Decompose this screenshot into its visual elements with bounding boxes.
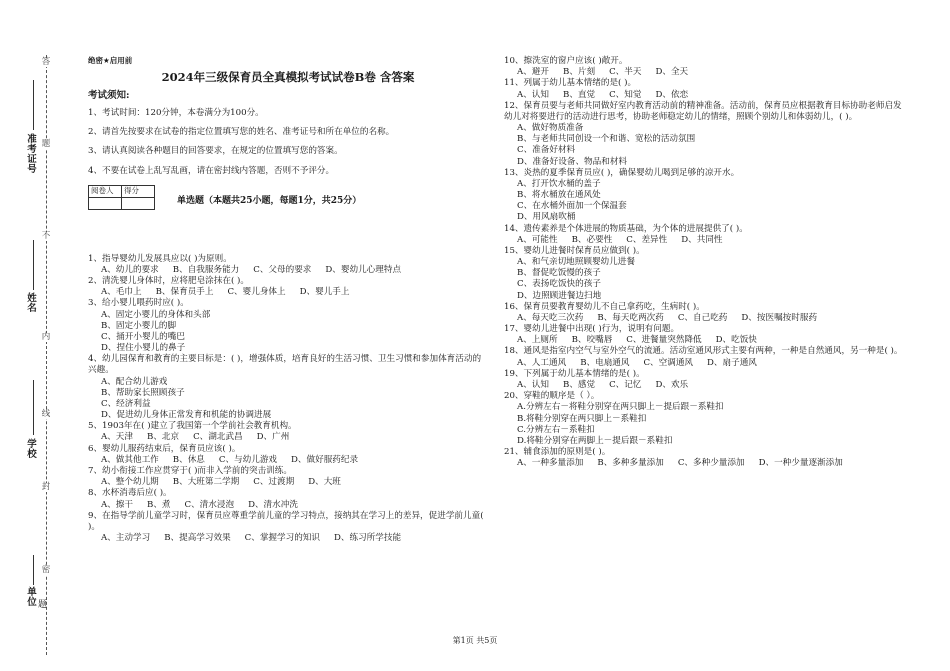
- answer-option[interactable]: A、天津: [101, 432, 133, 443]
- answer-option[interactable]: D、全天: [655, 67, 689, 78]
- question-stem: 13、炎热的夏季保育员应( )，确保婴幼儿喝到足够的凉开水。: [504, 167, 740, 178]
- answer-option[interactable]: C、湖北武昌: [193, 432, 243, 443]
- answer-option[interactable]: B、自我服务能力: [172, 264, 240, 275]
- answer-option[interactable]: A、认知: [517, 89, 549, 100]
- question-stem: 5、1903年在( )建立了我国第一个学前社会教育机构。: [88, 421, 297, 432]
- score-area: [88, 185, 488, 210]
- answer-option[interactable]: C、与幼儿游戏: [218, 454, 278, 465]
- answer-option[interactable]: D、促进幼儿身体正常发育和机能的协调进展: [101, 410, 272, 421]
- question-item: [504, 324, 904, 346]
- question-stem: 8、水杯消毒后应( )。: [88, 488, 172, 499]
- answer-option[interactable]: C、准备好材料: [517, 145, 576, 156]
- answer-option[interactable]: B、大班第二学期: [172, 477, 240, 488]
- answer-option[interactable]: B、北京: [147, 432, 180, 443]
- answer-option[interactable]: A、整个幼儿期: [101, 477, 159, 488]
- unit-label: 单位: [27, 587, 37, 608]
- answer-option[interactable]: C、差异性: [626, 234, 668, 245]
- name-line: [33, 240, 34, 290]
- question-item: [88, 511, 488, 545]
- answer-option[interactable]: C、掌握学习的知识: [244, 533, 320, 544]
- answer-option[interactable]: D、用风扇吹桶: [517, 212, 576, 223]
- question-stem: 10、擦洗室的窗户应该( )敞开。: [504, 56, 628, 66]
- answer-option[interactable]: B、将水桶放在通风处: [517, 190, 601, 201]
- page-number: 第1页 共5页: [452, 636, 498, 645]
- option-row: [504, 380, 904, 391]
- question-stem: 7、幼小衔接工作应贯穿于( )而非入学前的突击训练。: [88, 465, 292, 476]
- answer-option[interactable]: A、固定小婴儿的身体和头部: [101, 309, 211, 320]
- answer-option[interactable]: C、自己吃药: [677, 312, 728, 323]
- question-item: [88, 276, 488, 298]
- answer-option[interactable]: D、广州: [256, 432, 290, 443]
- answer-option[interactable]: D、捏住小婴儿的鼻子: [101, 343, 186, 354]
- binding-margin: [0, 0, 80, 671]
- right-column: [504, 56, 904, 469]
- answer-option[interactable]: C、半天: [609, 67, 642, 78]
- question-item: [88, 354, 488, 421]
- answer-option[interactable]: C、经济利益: [101, 398, 151, 409]
- question-stem: 18、通风是指室内空气与室外空气的流通。活动室通风形式主要有两种，一种是自然通风，另一种是( )。: [504, 346, 903, 357]
- question-stem: 9、在指导学前儿童学习时，保育员应尊重学前儿童的学习特点，接纳其在学习上的差异，促进学前儿童( )。: [88, 510, 484, 532]
- seal-mark: 密: [41, 565, 51, 575]
- answer-option[interactable]: A、避开: [517, 67, 549, 78]
- question-item: [504, 391, 904, 447]
- unit-suffix: 题: [38, 600, 48, 610]
- seal-mark: 内: [41, 332, 51, 342]
- answer-option[interactable]: A、一种多量添加: [517, 458, 584, 469]
- seal-mark: 题: [41, 139, 51, 149]
- answer-option[interactable]: A、主动学习: [101, 533, 151, 544]
- answer-option[interactable]: A.分辨左右－将鞋分别穿在两只脚上－提后跟－系鞋扣: [517, 402, 724, 413]
- question-stem: 16、保育员要教育婴幼儿不自己拿药吃，生病时( )。: [504, 301, 705, 312]
- question-stem: 6、婴幼儿服药结束后，保育员应该( )。: [88, 443, 241, 454]
- answer-option[interactable]: C、在水桶外面加一个保温套: [517, 201, 627, 212]
- section-title: 单选题（本题共25小题，每题1分，共25分）: [177, 196, 362, 207]
- question-item: [504, 447, 904, 469]
- question-stem: 4、幼儿园保育和教育的主要目标是：( )，增强体质，培育良好的生活习惯、卫生习惯和参加体育活动的兴趣。: [88, 354, 482, 376]
- answer-option[interactable]: A、毛巾上: [101, 287, 142, 298]
- question-item: [504, 302, 904, 324]
- answer-option[interactable]: B、感觉: [563, 379, 596, 390]
- seal-mark: 答: [41, 57, 51, 67]
- left-column: [88, 56, 488, 544]
- option-row: [88, 377, 488, 399]
- answer-option[interactable]: B、每天吃两次药: [597, 312, 664, 323]
- seal-mark: 不: [41, 231, 51, 241]
- answer-option[interactable]: C、过渡期: [253, 477, 295, 488]
- notice-item: 2、请首先按要求在试卷的指定位置填写您的姓名、准考证号和所在单位的名称。: [88, 127, 395, 138]
- answer-option[interactable]: B、保育员手上: [155, 287, 214, 298]
- score-cell[interactable]: [122, 197, 155, 209]
- notice-item: 4、不要在试卷上乱写乱画，请在密封线内答题，否则不予评分。: [88, 165, 335, 176]
- option-row: [88, 533, 488, 544]
- answer-option[interactable]: D、共同性: [681, 234, 723, 245]
- answer-option[interactable]: D、清水冲洗: [248, 499, 298, 510]
- school-label: 学校: [27, 439, 37, 460]
- answer-option[interactable]: B、咬嘴唇: [571, 335, 613, 346]
- question-stem: 21、辅食添加的原则是( )。: [504, 447, 611, 458]
- option-row: [504, 335, 904, 346]
- question-stem: 14、遗传素养是个体进展的物质基础，为个体的进展提供了( )。: [504, 223, 748, 234]
- answer-option[interactable]: D、一种少量逐渐添加: [758, 458, 843, 469]
- answer-option[interactable]: D、婴儿手上: [299, 287, 350, 298]
- school-line: [33, 380, 34, 435]
- question-item: [504, 369, 904, 391]
- question-stem: 20、穿鞋的顺序是（ ）。: [504, 391, 600, 402]
- answer-option[interactable]: D、做好服药纪录: [291, 454, 359, 465]
- question-item: [504, 101, 904, 168]
- answer-option[interactable]: A、可能性: [517, 234, 558, 245]
- option-row: [88, 287, 488, 298]
- answer-option[interactable]: B、电扇通风: [580, 357, 630, 368]
- unit-line: [33, 555, 34, 585]
- question-stem: 11、列属于幼儿基本情绪的是( )。: [504, 78, 637, 89]
- answer-option[interactable]: D、练习所学技能: [334, 533, 402, 544]
- answer-option[interactable]: C.分辨左右－系鞋扣: [517, 424, 595, 435]
- answer-option[interactable]: A、上厕所: [517, 335, 558, 346]
- question-item: [504, 78, 904, 100]
- option-row: [88, 500, 488, 511]
- question-stem: 19、下列属于幼儿基本情绪的是( )。: [504, 368, 645, 379]
- answer-option[interactable]: A、做其他工作: [101, 454, 159, 465]
- answer-option[interactable]: D、欢乐: [655, 379, 689, 390]
- option-row: [504, 358, 904, 369]
- answer-option[interactable]: B、直觉: [563, 89, 596, 100]
- exam-id-label: 准考证号: [27, 134, 37, 175]
- option-row: [504, 90, 904, 101]
- answer-option[interactable]: B.将鞋分别穿在两只脚上－系鞋扣: [517, 413, 647, 424]
- score-header: 得分: [122, 185, 155, 197]
- question-stem: 17、婴幼儿进餐中出现( )行为，说明有问题。: [504, 324, 680, 335]
- question-stem: 2、清洗婴儿身体时，应将肥皂涂抹在( )。: [88, 276, 249, 287]
- reviewer-header: 阅卷人: [89, 185, 122, 197]
- answer-option[interactable]: A、打开饮水桶的盖子: [517, 178, 601, 189]
- answer-option[interactable]: B、必要性: [571, 234, 613, 245]
- option-row: [88, 455, 488, 466]
- answer-option[interactable]: B、休息: [172, 454, 205, 465]
- answer-option[interactable]: A、幼儿的要求: [101, 264, 159, 275]
- answer-option[interactable]: B、帮助家长照顾孩子: [101, 387, 185, 398]
- answer-option[interactable]: C、清水浸泡: [184, 499, 235, 510]
- answer-option[interactable]: B、固定小婴儿的脚: [101, 320, 177, 331]
- answer-option[interactable]: C、多种少量添加: [677, 458, 745, 469]
- answer-option[interactable]: C、记忆: [609, 379, 642, 390]
- option-row: [88, 432, 488, 443]
- answer-option[interactable]: D、吃饭快: [715, 335, 757, 346]
- question-item: [504, 168, 904, 224]
- answer-option[interactable]: A、每天吃三次药: [517, 312, 584, 323]
- seal-mark: 封: [41, 482, 51, 492]
- question-list: [504, 56, 904, 469]
- answer-option[interactable]: A、配合幼儿游戏: [101, 376, 168, 387]
- question-stem: 15、婴幼儿进餐时保育员应做到( )。: [504, 245, 645, 256]
- score-table: [88, 185, 155, 210]
- question-item: [88, 444, 488, 466]
- answer-option[interactable]: A、擦干: [101, 499, 133, 510]
- question-item: [88, 254, 488, 276]
- answer-option[interactable]: D、按医嘱按时服药: [741, 312, 818, 323]
- exam-id-line: [33, 80, 34, 130]
- option-row: [504, 458, 904, 469]
- answer-option[interactable]: C、婴儿身体上: [227, 287, 286, 298]
- option-row: [504, 313, 904, 324]
- question-item: [504, 246, 904, 302]
- answer-option[interactable]: C、知觉: [609, 89, 642, 100]
- notice-heading: 考试须知:: [88, 89, 130, 101]
- question-stem: 3、给小婴儿喂药时应( )。: [88, 298, 189, 309]
- option-row: [88, 399, 488, 421]
- answer-option[interactable]: B、督促吃饭慢的孩子: [517, 268, 601, 279]
- answer-option[interactable]: D、依恋: [655, 89, 689, 100]
- option-row: [504, 235, 904, 246]
- exam-title: 2024年三级保育员全真模拟考试试卷B卷 含答案: [161, 69, 415, 84]
- answer-option[interactable]: B、片刻: [563, 67, 596, 78]
- answer-option[interactable]: B、煮: [147, 499, 171, 510]
- answer-option[interactable]: A、人工通风: [517, 357, 567, 368]
- question-item: [88, 488, 488, 510]
- answer-option[interactable]: A、做好物质准备: [517, 123, 584, 134]
- answer-option[interactable]: D、婴幼儿心理特点: [325, 264, 402, 275]
- answer-option[interactable]: C、捅开小婴儿的嘴巴: [101, 331, 185, 342]
- question-stem: 1、指导婴幼儿发展具应以( )为原则。: [88, 253, 232, 264]
- question-item: [88, 298, 488, 354]
- question-item: [88, 421, 488, 443]
- answer-option[interactable]: D、边照顾进餐边扫地: [517, 290, 602, 301]
- notice-item: 1、考试时间：120分钟，本卷满分为100分。: [88, 108, 264, 119]
- answer-option[interactable]: D、准备好设备、物品和材料: [517, 156, 628, 167]
- answer-option[interactable]: C、父母的要求: [253, 264, 312, 275]
- answer-option[interactable]: A、认知: [517, 379, 549, 390]
- question-item: [504, 346, 904, 368]
- answer-option[interactable]: D、扇子通风: [707, 357, 757, 368]
- question-item: [504, 56, 904, 78]
- answer-option[interactable]: C、进餐量突然降低: [626, 335, 702, 346]
- answer-option[interactable]: B、多种多量添加: [597, 458, 664, 469]
- option-row: [88, 477, 488, 488]
- option-row: [88, 265, 488, 276]
- answer-option[interactable]: C、空调通风: [643, 357, 694, 368]
- question-stem: 12、保育员要与老师共同做好室内教育活动前的精神准备。活动前，保育员应根据教育目标协助老师启发幼儿对将要进行的活动进行思考，协助老师稳定幼儿的情绪，照顾个别幼儿和体弱幼儿，( )。: [504, 100, 902, 122]
- question-list: [88, 254, 488, 544]
- name-label: 姓名: [27, 293, 37, 314]
- question-item: [88, 466, 488, 488]
- answer-option[interactable]: B、与老师共同创设一个和谐、宽松的活动氛围: [517, 134, 696, 145]
- answer-option[interactable]: C、表扬吃饭快的孩子: [517, 279, 601, 290]
- answer-option[interactable]: D.将鞋分别穿在两脚上－提后跟－系鞋扣: [517, 435, 673, 446]
- secret-mark: 绝密★启用前: [88, 56, 133, 65]
- reviewer-cell[interactable]: [89, 197, 122, 209]
- question-item: [504, 224, 904, 246]
- seal-mark: 线: [41, 409, 51, 419]
- notice-item: 3、请认真阅读各种题目的回答要求，在规定的位置填写您的答案。: [88, 146, 343, 157]
- answer-option[interactable]: B、提高学习效果: [164, 533, 231, 544]
- option-row: [504, 67, 904, 78]
- answer-option[interactable]: D、大班: [308, 477, 341, 488]
- answer-option[interactable]: A、和气亲切地照顾婴幼儿进餐: [517, 257, 635, 268]
